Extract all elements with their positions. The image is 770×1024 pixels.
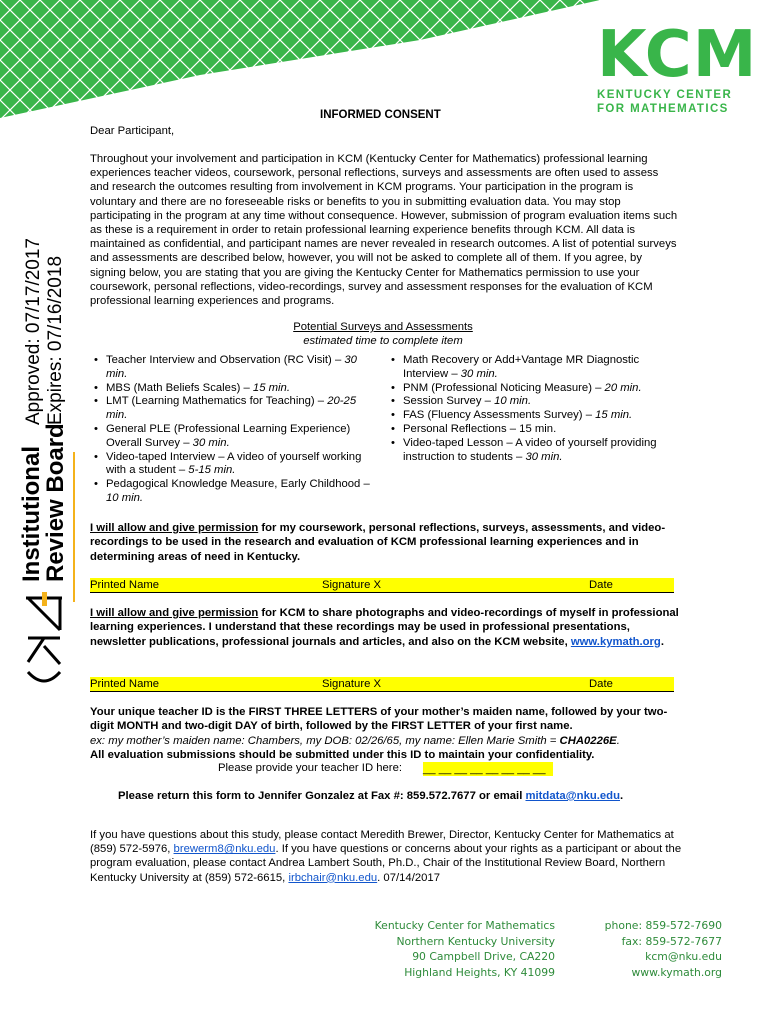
kymath-link[interactable]: www.kymath.org <box>570 635 661 648</box>
date-field[interactable]: Date <box>589 678 613 690</box>
signature-row-2[interactable] <box>90 677 674 692</box>
teacher-id-input[interactable]: __ __ __ __ __ __ __ __ <box>423 762 553 776</box>
salutation: Dear Participant, <box>90 125 175 137</box>
signature-field[interactable]: Signature X <box>322 579 382 591</box>
list-item: • General PLE (Professional Learning Experience) Overall Survey – 30 min. <box>90 423 380 451</box>
kcm-logo-line1: KENTUCKY CENTER <box>597 89 733 101</box>
signature-row-1[interactable] <box>90 578 674 593</box>
printed-name-field[interactable]: Printed Name <box>90 579 160 591</box>
date-field[interactable]: Date <box>589 579 613 591</box>
teacher-id-instructions: Your unique teacher ID is the FIRST THREE LETTERS of your mother’s maiden name, followed by your two-digit MONTH and two-digit DAY of birth, followed by the FIRST LETTER of your first name. ex: my mother’s maiden name: Chambers, my DOB: 02/26/65, my name: Ellen Marie Smith = CHA0226E. All evaluation submissions should be submitted under this ID to maintain your confidentiality. <box>90 706 668 762</box>
list-item: • PNM (Professional Noticing Measure) – 20 min. <box>387 382 677 396</box>
footer-address: Kentucky Center for Mathematics Northern Kentucky University 90 Campbell Drive, CA220 Highland Heights, KY 41099 <box>374 919 555 979</box>
printed-name-field[interactable]: Printed Name <box>90 678 160 690</box>
kcm-logo-line2: FOR MATHEMATICS <box>597 103 729 115</box>
return-instructions: Please return this form to Jennifer Gonzalez at Fax #: 859.572.7677 or email mitdata@nku.edu. <box>118 790 624 802</box>
surveys-list-left <box>90 354 380 506</box>
list-item: • Pedagogical Knowledge Measure, Early Childhood – 10 min. <box>90 478 380 506</box>
approved-date: Approved: 07/17/2017 <box>23 238 44 425</box>
consent-research: I will allow and give permission for my coursework, personal reflections, surveys, assessments, and video-recordings to be used in the research and evaluation of KCM professional learning experiences and in determining areas of need in Kentucky. <box>90 522 666 563</box>
nku-logo-icon <box>18 590 70 690</box>
surveys-title: Potential Surveys and Assessments <box>293 321 473 333</box>
list-item: • MBS (Math Beliefs Scales) – 15 min. <box>90 382 380 396</box>
list-item: • Teacher Interview and Observation (RC Visit) – 30 min. <box>90 354 380 382</box>
list-item: • Personal Reflections – 15 min. <box>387 423 677 437</box>
list-item: • Session Survey – 10 min. <box>387 395 677 409</box>
page-title: INFORMED CONSENT <box>320 109 441 121</box>
expires-date: Expires: 07/16/2018 <box>45 255 66 425</box>
signature-field[interactable]: Signature X <box>322 678 382 690</box>
list-item: • FAS (Fluency Assessments Survey) – 15 min. <box>387 409 677 423</box>
surveys-subtitle: estimated time to complete item <box>303 335 463 347</box>
list-item: • LMT (Learning Mathematics for Teaching) – 20-25 min. <box>90 395 380 423</box>
brewer-email-link[interactable]: brewerm8@nku.edu <box>173 843 276 856</box>
list-item: • Video-taped Lesson – A video of yourself providing instruction to students – 30 min. <box>387 437 677 465</box>
surveys-list-right <box>387 354 677 464</box>
consent-lead: I will allow and give permission <box>90 607 259 619</box>
irb-label <box>20 423 68 582</box>
list-item: • Math Recovery or Add+Vantage MR Diagnostic Interview – 30 min. <box>387 354 677 382</box>
irb-email-link[interactable]: irbchair@nku.edu <box>288 871 378 884</box>
teacher-id-prompt: Please provide your teacher ID here: <box>218 762 402 774</box>
footer-contact: phone: 859-572-7690 fax: 859-572-7677 kcm@nku.edu www.kymath.org <box>604 919 722 979</box>
kcm-logo: KCM <box>597 18 758 92</box>
return-email-link[interactable]: mitdata@nku.edu <box>525 790 620 802</box>
irb-label-line1: Institutional <box>18 446 45 582</box>
consent-lead: I will allow and give permission <box>90 522 259 534</box>
contact-paragraph: If you have questions about this study, please contact Meredith Brewer, Director, Kentucky Center for Mathematics at (859) 572-5976, brewerm8@nku.edu. If you have questions or concerns about your rights as a participant or about the program evaluation, please contact Andrea Lambert South, Ph.D., Chair of the Institutional Review Board, Northern Kentucky University at (859) 572-6615, irbchair@nku.edu. 07/14/2017 <box>90 829 682 884</box>
list-item: • Video-taped Interview – A video of yourself working with a student – 5-15 min. <box>90 451 380 479</box>
irb-label-line2: Review Board <box>42 423 69 582</box>
intro-paragraph: Throughout your involvement and participation in KCM (Kentucky Center for Mathematics) professional learning experiences teacher videos, coursework, personal reflections, surveys and assessments are often used to assess and research the outcomes resulting from involvement in KCM programs. Your participation in the program is voluntary and there are no foreseeable risks or benefits to you in submitting evaluation data. You may stop participating in the program at any time without consequence. However, submission of program evaluation items such as these is a requirement in order to retain professional learning experience benefits through KCM. All data is maintained as confidential, and participant names are never revealed in research outcomes. A list of potential surveys and assessments are described below, however, you will not be asked to complete all of them. If you agree, by signing below, you are stating that you are giving the Kentucky Center for Mathematics permission to use your coursework, personal reflections, video-recordings, survey and assessment responses for the evaluation of KCM professional learning experiences and programs. <box>90 153 678 308</box>
consent-media: I will allow and give permission for KCM to share photographs and video-recordings of myself in professional learning experiences. I understand that these recordings may be used in professional presentations, newsletter publications, professional journals and articles, and also on the KCM website, www.kymath.org. <box>90 607 679 648</box>
irb-divider <box>73 452 75 602</box>
